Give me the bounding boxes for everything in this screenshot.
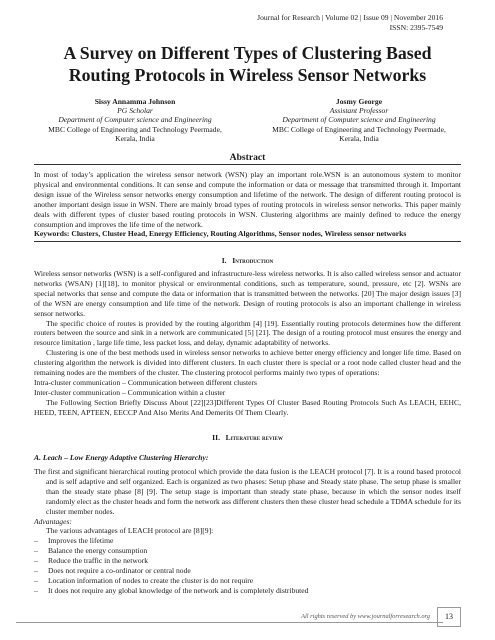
- author-name: Josmy George: [335, 97, 383, 106]
- author-college: MBC College of Engineering and Technology Peermade,: [48, 124, 222, 134]
- author-college: MBC College of Engineering and Technology Peermade,: [272, 124, 446, 134]
- paper-title: [20, 42, 475, 86]
- dash-bullet-icon: –: [34, 536, 38, 546]
- section-number: I.: [221, 256, 227, 265]
- author-department: Department of Computer science and Engineering: [282, 115, 436, 125]
- literature-review-body: [34, 467, 461, 596]
- paragraph: The first and significant hierarchical routing protocol which provide the data fusion is the LEACH protocol [7]. It is a round based protocol and is self adaptive and self organized. Each is organized as two phases: Setup phase and Steady state phase. The setup phase is smaller than the steady state phase [8] [9]. The setup stage is important than steady state phase, because in which the sensor nodes itself randomly elect as the cluster heads and form the network ass different clusters then these cluster head schedule a TDMA schedule for its cluster member nodes.: [34, 467, 461, 516]
- paragraph: The Following Section Briefly Discuss About [22][23]Different Types Of Cluster Based Routing Protocols Such As LEACH, EEHC, HEED, TEEN, APTEEN, EECCP And Also Merits And Demerits Of Them Clearly.: [34, 397, 461, 417]
- author-name: Sissy Annamma Johnson: [94, 97, 176, 106]
- author-block-2: [244, 97, 474, 143]
- paragraph: Wireless sensor networks (WSN) is a self-configured and infrastructure-less wireless networks. It is also called wireless sensor and actuator networks (WSAN) [1][18], to monitor physical or environmental conditions, such as temperature, sound, pressure, etc [2]. WSNs are special networks that sense and compute the data or information that is transmitted between the networks. [20] The major design issues [3] of the WSN are energy consumption and life time of the network. Design of routing protocols is also an important challenge in wireless sensor networks.: [34, 269, 461, 318]
- advantages-heading: Advantages:: [34, 516, 72, 526]
- abstract-divider-bottom: [34, 241, 461, 242]
- author-role: Assistant Professor: [329, 106, 389, 116]
- subsection-heading: A. Leach – Low Energy Adaptive Clustering Hierarchy:: [34, 453, 209, 462]
- list-item: – Balance the energy consumption: [34, 546, 148, 556]
- issn: ISSN: 2395-7549: [389, 22, 443, 32]
- author-block-1: [20, 97, 250, 143]
- journal-info: Journal for Research | Volume 02 | Issue 09 | November 2016: [257, 13, 443, 22]
- list-item: – Does not require a co-ordinator or central node: [34, 566, 191, 576]
- abstract-heading: Abstract: [229, 152, 266, 163]
- title-line-1: A Survey on Different Types of Clustering Based: [63, 43, 432, 63]
- section-number: II.: [212, 433, 220, 442]
- page-number: 13: [437, 607, 461, 627]
- dash-bullet-icon: –: [34, 575, 38, 585]
- dash-bullet-icon: –: [34, 556, 38, 566]
- list-item: – Reduce the traffic in the network: [34, 556, 149, 566]
- paragraph: Intra-cluster communication – Communication between different clusters: [34, 377, 257, 387]
- keywords: Keywords: Clusters, Cluster Head, Energy Efficiency, Routing Algorithms, Sensor nodes, Wireless sensor networks: [34, 229, 407, 239]
- author-role: PG Scholar: [117, 106, 153, 116]
- author-location: Kerala, India: [339, 133, 379, 143]
- abstract-divider-top: [34, 164, 461, 165]
- abstract: [34, 170, 461, 239]
- author-department: Department of Computer science and Engineering: [58, 115, 212, 125]
- journal-header: [257, 13, 443, 32]
- footer-rights: All rights reserved by www.journalforresearch.org: [301, 613, 430, 620]
- paragraph: Clustering is one of the best methods used in wireless sensor networks to achieve better energy efficiency and longer life time. Based on clustering algorithm the network is divided into different clusters. In each cluster there is special or a root node called cluster head and the remaining nodes are the members of the cluster. The clustering protocol performs mainly two types of operations:: [34, 348, 461, 378]
- introduction-body: [34, 269, 461, 418]
- dash-bullet-icon: –: [34, 546, 38, 556]
- paragraph: The specific choice of routes is provided by the routing algorithm [4] [19]. Essentially routing protocols determines how the different routers between the source and sink in a network are communicated [5] [21]. The design of a routing protocol must ensures the energy and resource limitation , large life time, less packet loss, and delay, dynamic adaptability of networks.: [34, 318, 461, 348]
- abstract-text: In most of today’s application the wireless sensor network (WSN) play an important role.WSN is an autonomous system to monitor physical and environmental conditions. It can sense and compute the information or data or message that transmitted through it. Important design issue of the Wireless sensor networks energy consumption and lifetime of the network. The design of different routing protocol is another important design issue in WSN. There are mainly broad types of routing protocols in wireless sensor networks. This paper mainly deals with different types of cluster based routing protocols in WSN. Clustering algorithms are mainly defined to reduce the energy consumption and improves the life time of the network.: [34, 170, 461, 229]
- title-line-2: Routing Protocols in Wireless Sensor Networks: [68, 65, 427, 85]
- section-title: Introduction: [232, 256, 274, 265]
- list-item: – Location information of nodes to create the cluster is do not require: [34, 575, 254, 585]
- author-location: Kerala, India: [115, 133, 155, 143]
- dash-bullet-icon: –: [34, 566, 38, 576]
- section-heading-introduction: [0, 256, 495, 265]
- list-item: – Improves the lifetime: [34, 536, 114, 546]
- dash-bullet-icon: –: [34, 585, 38, 595]
- section-heading-literature-review: [0, 433, 495, 442]
- list-item: – It does not require any global knowledge of the network and is completely distributed: [34, 585, 309, 595]
- advantages-list: [34, 536, 461, 595]
- footer-divider: [16, 622, 443, 623]
- advantages-intro: The various advantages of LEACH protocol are [8][9]:: [46, 526, 214, 536]
- section-title: Literature review: [225, 433, 283, 442]
- paragraph: Inter-cluster communication – Communication within a cluster: [34, 387, 226, 397]
